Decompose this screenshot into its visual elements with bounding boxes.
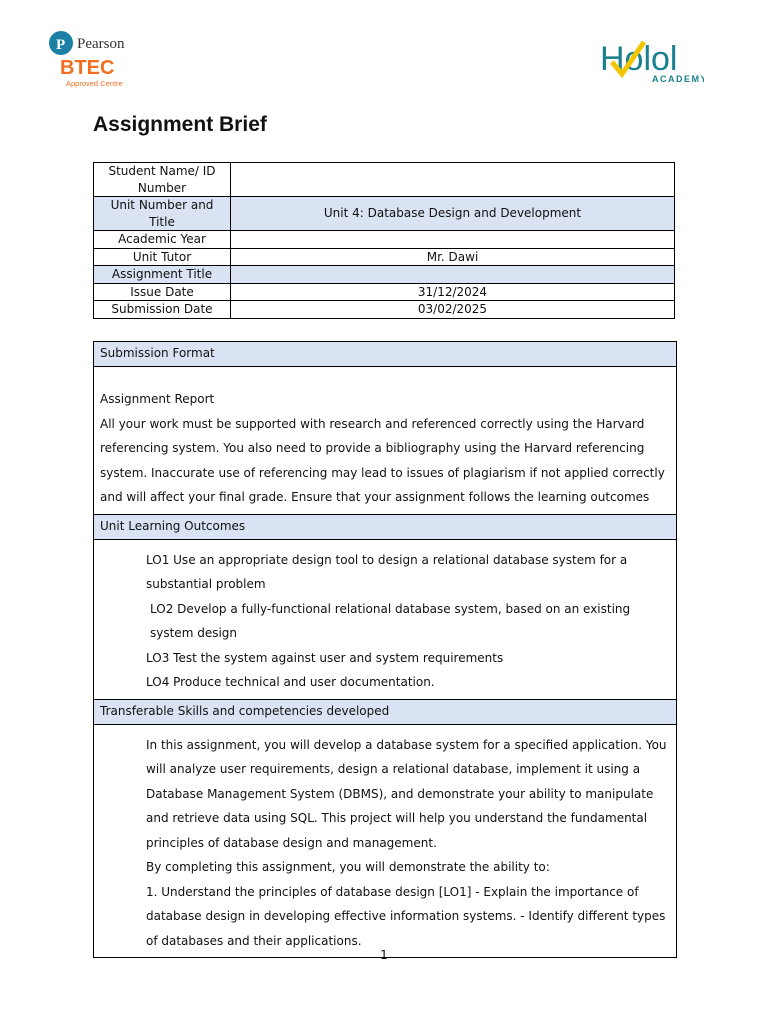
submission-format-header: Submission Format <box>94 342 676 367</box>
label-assignment-title: Assignment Title <box>94 266 231 284</box>
learning-outcomes-body <box>94 540 676 700</box>
svg-text:Holol: Holol <box>600 40 678 78</box>
transferable-skills-header: Transferable Skills and competencies developed <box>94 700 676 725</box>
value-unit: Unit 4: Database Design and Development <box>231 197 675 231</box>
outcome-item: LO4 Produce technical and user documentation. <box>146 675 435 689</box>
svg-text:Approved Centre: Approved Centre <box>66 79 123 88</box>
assignment-details-table <box>93 341 677 958</box>
pearson-btec-logo <box>48 30 148 94</box>
label-issue-date: Issue Date <box>94 283 231 301</box>
value-submission-date: 03/02/2025 <box>231 301 675 319</box>
value-tutor: Mr. Dawi <box>231 248 675 266</box>
submission-format-body <box>94 367 676 515</box>
holol-academy-logo <box>600 38 704 90</box>
outcome-item: LO2 Develop a fully-functional relational database system, based on an existing system design <box>150 601 631 640</box>
label-submission-date: Submission Date <box>94 301 231 319</box>
label-unit: Unit Number and Title <box>94 197 231 231</box>
svg-text:BTEC: BTEC <box>60 57 115 79</box>
value-year <box>231 231 675 249</box>
learning-outcomes-header: Unit Learning Outcomes <box>94 515 676 540</box>
submission-line: All your work must be supported with research and referenced correctly using the Harvard referencing system. You also need to provide a bibliography using the Harvard referencing system. Inaccurate use of referencing may lead to issues of plagiarism if not applied correctly and will affect your final grade. Ensure that your assignment follows the learning outcomes <box>100 416 665 504</box>
label-tutor: Unit Tutor <box>94 248 231 266</box>
submission-line: Assignment Report <box>100 392 215 406</box>
outcome-item: LO3 Test the system against user and system requirements <box>146 650 504 665</box>
outcome-item: LO1 Use an appropriate design tool to design a relational database system for a substantial problem <box>146 552 628 591</box>
svg-text:Pearson: Pearson <box>77 36 125 52</box>
value-student <box>231 163 675 197</box>
svg-text:ACADEMY: ACADEMY <box>652 74 704 84</box>
svg-text:P: P <box>56 37 66 53</box>
label-student: Student Name/ ID Number <box>94 163 231 197</box>
value-issue-date: 31/12/2024 <box>231 283 675 301</box>
page-title: Assignment Brief <box>93 113 267 136</box>
value-assignment-title <box>231 266 675 284</box>
skills-line: 1. Understand the principles of database design [LO1] - Explain the importance of database design in developing effective information systems. - Identify different types of databases and their applications. <box>146 884 666 948</box>
skills-line: In this assignment, you will develop a database system for a specified application. You will analyze user requirements, design a relational database, implement it using a Database Management System (DBMS), and demonstrate your ability to manipulate and retrieve data using SQL. This project will help you understand the fundamental principles of database design and management. <box>146 737 667 850</box>
info-table <box>93 162 675 319</box>
skills-line: By completing this assignment, you will demonstrate the ability to: <box>146 860 550 874</box>
label-year: Academic Year <box>94 231 231 249</box>
transferable-skills-body <box>94 725 676 958</box>
page-number: 1 <box>380 948 388 962</box>
